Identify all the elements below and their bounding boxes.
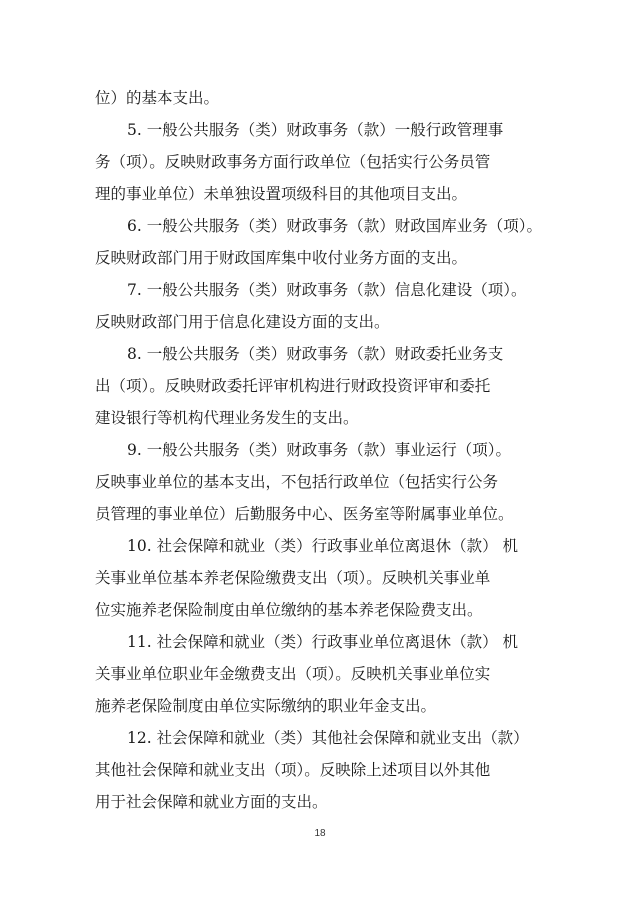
text-line: 其他社会保障和就业支出（项）。反映除上述项目以外其他 [95,761,491,779]
paragraph-item-12 [95,722,555,818]
paragraph-item-8 [95,338,555,434]
paragraph-continuation [95,82,555,114]
text-line: 建设银行等机构代理业务发生的支出。 [95,409,359,427]
text-line: 5. 一般公共服务（类）财政事务（款）一般行政管理事 [127,121,504,139]
text-line: 位）的基本支出。 [95,89,220,107]
text-line: 关事业单位基本养老保险缴费支出（项）。反映机关事业单 [95,569,491,587]
text-line: 理的事业单位）未单独设置项级科目的其他项目支出。 [95,185,468,203]
text-line: 施养老保险制度由单位实际缴纳的职业年金支出。 [95,697,437,715]
document-body [95,82,555,818]
text-line: 位实施养老保险制度由单位缴纳的基本养老保险费支出。 [95,601,483,619]
text-line: 关事业单位职业年金缴费支出（项）。反映机关事业单位实 [95,665,491,683]
text-line: 12. 社会保障和就业（类）其他社会保障和就业支出（款） [127,729,529,747]
paragraph-item-11 [95,626,555,722]
text-line: 员管理的事业单位）后勤服务中心、医务室等附属事业单位。 [95,505,514,523]
paragraph-item-9 [95,434,555,530]
text-line: 反映事业单位的基本支出，不包括行政单位（包括实行公务 [95,473,499,491]
text-line: 8. 一般公共服务（类）财政事务（款）财政委托业务支 [127,345,504,363]
page-number: 18 [314,828,326,839]
text-line: 反映财政部门用于信息化建设方面的支出。 [95,313,390,331]
text-line: 务（项）。反映财政事务方面行政单位（包括实行公务员管 [95,153,491,171]
text-line: 11. 社会保障和就业（类）行政事业单位离退休（款） 机 [127,633,519,651]
paragraph-item-10 [95,530,555,626]
text-line: 10. 社会保障和就业（类）行政事业单位离退休（款） 机 [127,537,519,555]
text-line: 反映财政部门用于财政国库集中收付业务方面的支出。 [95,249,468,267]
paragraph-item-6 [95,210,555,274]
text-line: 用于社会保障和就业方面的支出。 [95,793,328,811]
text-line: 9. 一般公共服务（类）财政事务（款）事业运行（项）。 [127,441,511,459]
text-line: 出（项）。反映财政委托评审机构进行财政投资评审和委托 [95,377,491,395]
paragraph-item-5 [95,114,555,210]
paragraph-item-7 [95,274,555,338]
text-line: 7. 一般公共服务（类）财政事务（款）信息化建设（项）。 [127,281,527,299]
text-line: 6. 一般公共服务（类）财政事务（款）财政国库业务（项）。 [127,217,542,235]
